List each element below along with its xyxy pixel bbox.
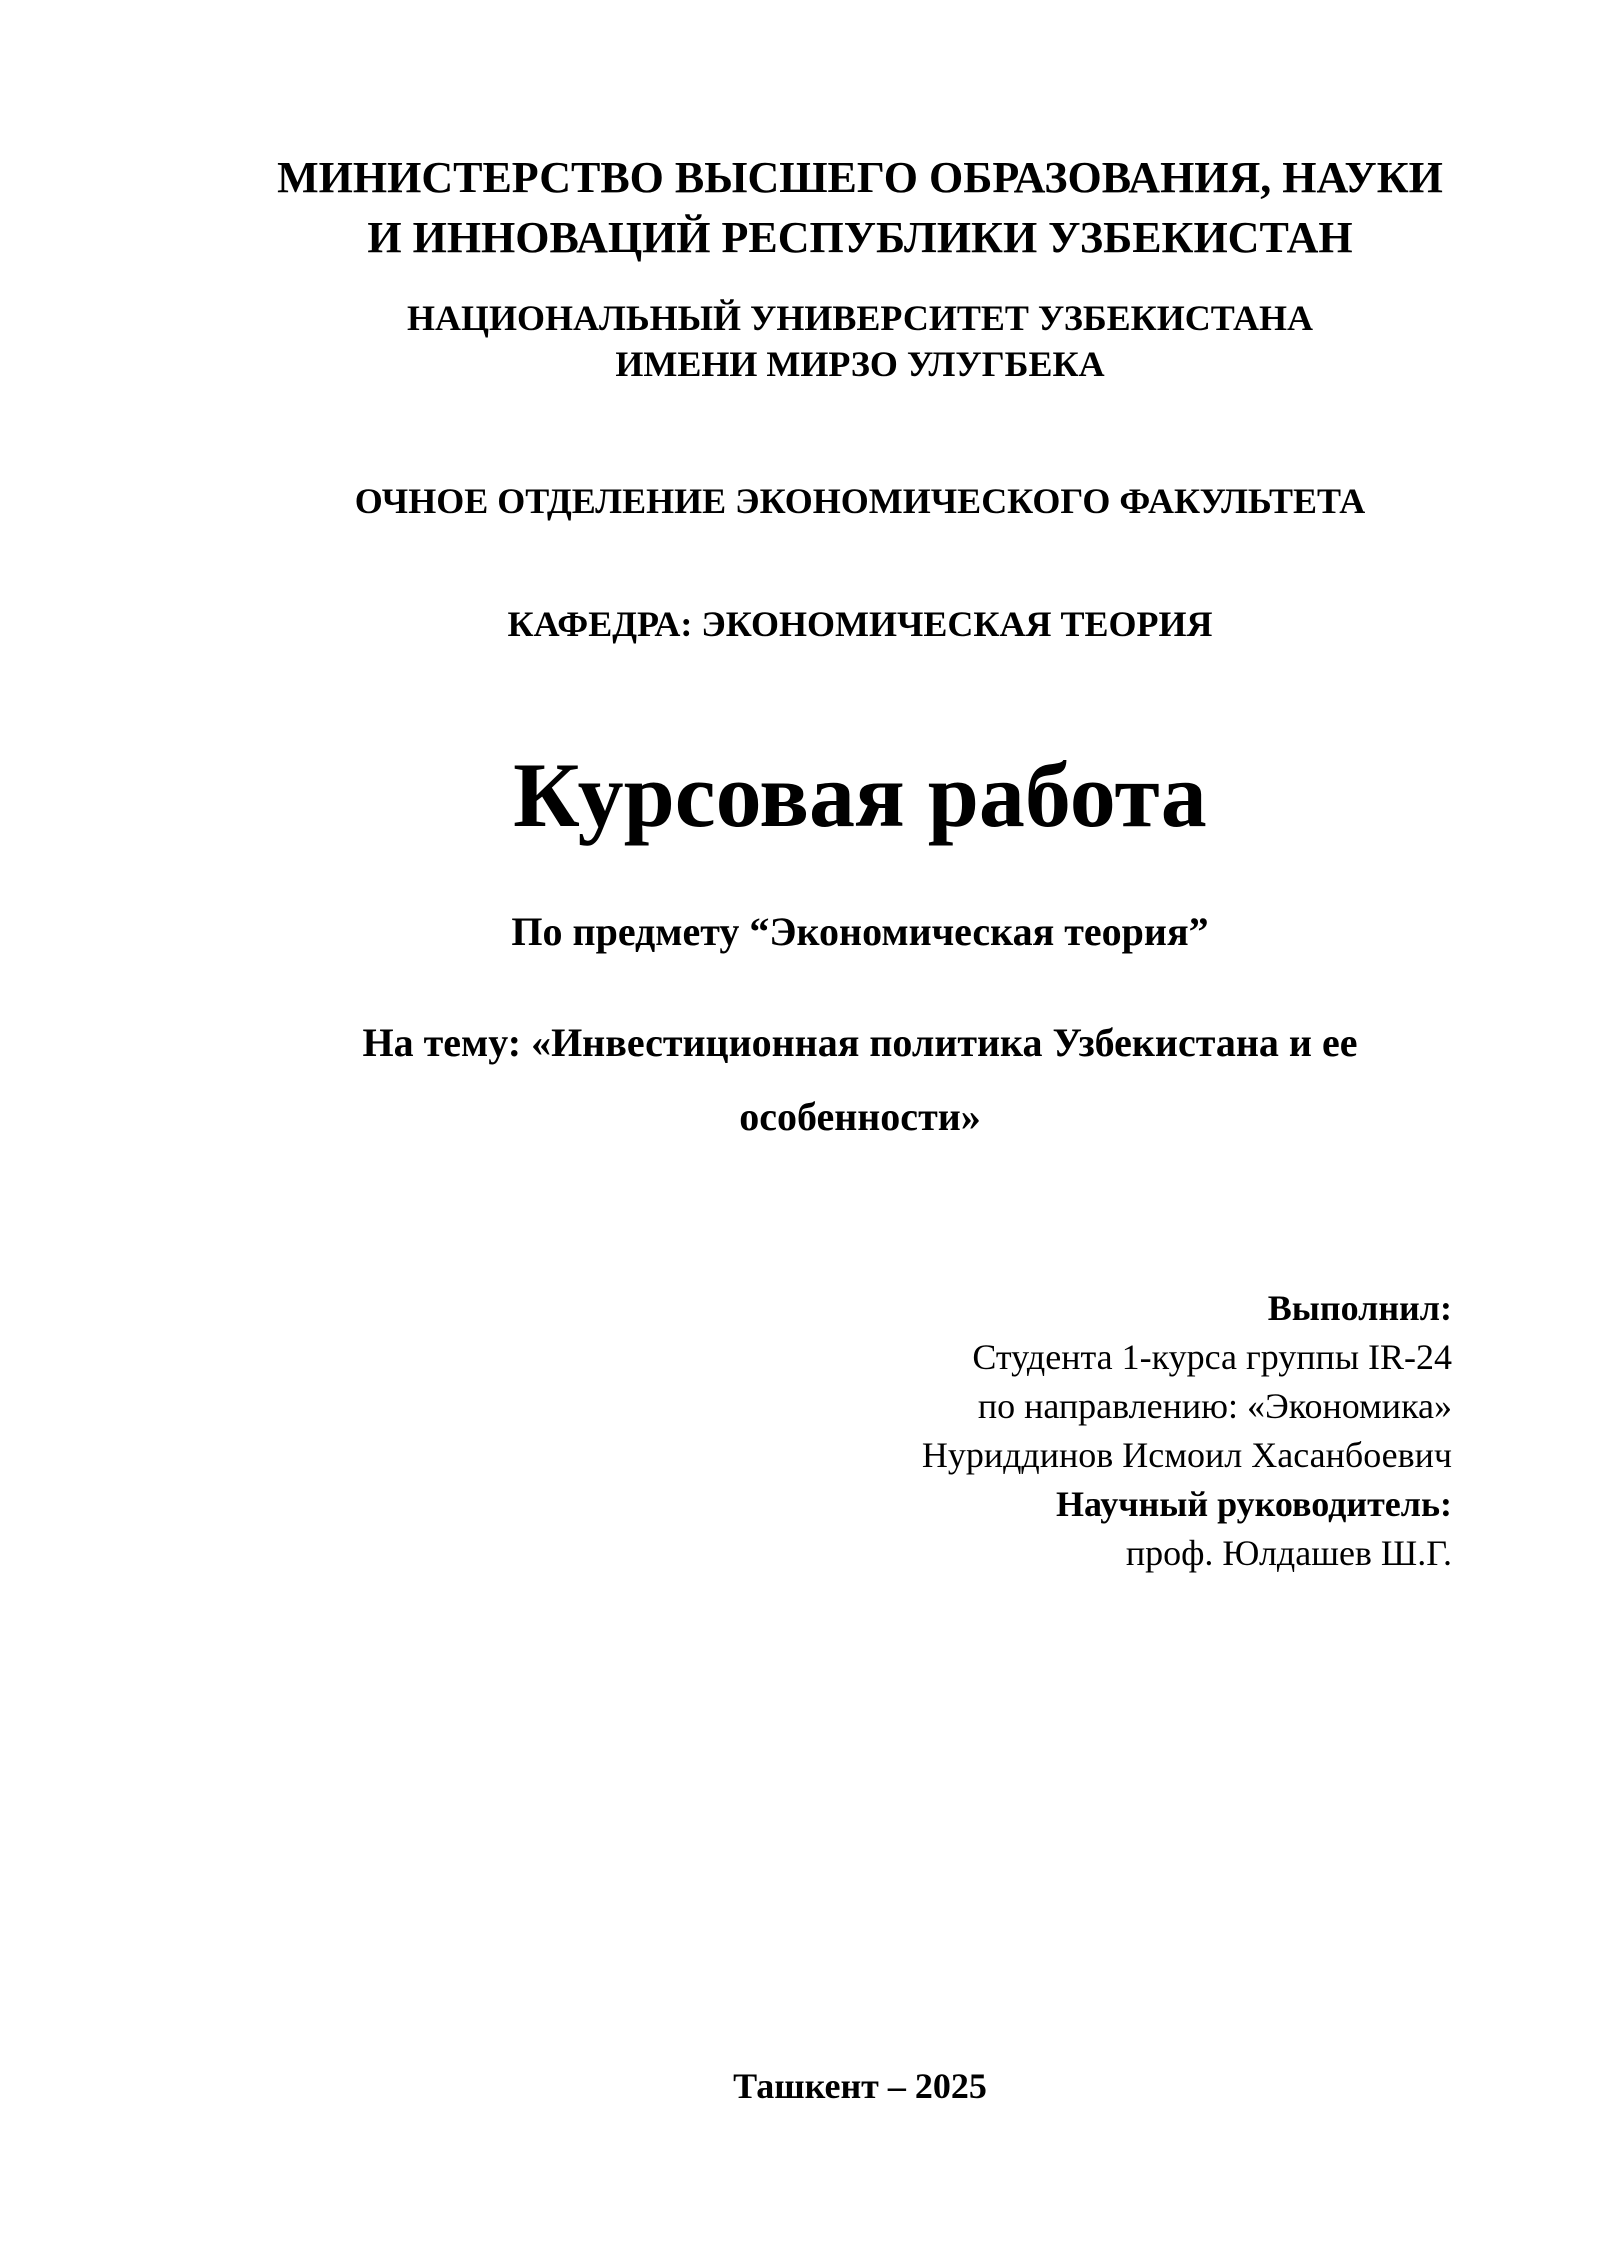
student-name: Нуриддинов Исмоил Хасанбоевич <box>921 1435 1452 1475</box>
student-group: Студента 1-курса группы IR-24 <box>972 1337 1452 1377</box>
author-block <box>552 1284 1452 1578</box>
student-direction: по направлению: «Экономика» <box>977 1386 1452 1426</box>
city-year: Ташкент – 2025 <box>733 2066 987 2106</box>
university-line-2: ИМЕНИ МИРЗО УЛУГБЕКА <box>615 344 1105 384</box>
department-heading: КАФЕДРА: ЭКОНОМИЧЕСКАЯ ТЕОРИЯ <box>507 604 1213 644</box>
subject-line: По предмету “Экономическая теория” <box>511 909 1209 954</box>
supervisor-name: проф. Юлдашев Ш.Г. <box>1125 1533 1452 1573</box>
theme-heading <box>250 1006 1470 1154</box>
document-title: Курсовая работа <box>513 744 1207 846</box>
theme-line-1: На тему: «Инвестиционная политика Узбекистана и ее <box>362 1020 1358 1065</box>
university-line-1: НАЦИОНАЛЬНЫЙ УНИВЕРСИТЕТ УЗБЕКИСТАНА <box>407 298 1313 338</box>
ministry-line-1: МИНИСТЕРСТВО ВЫСШЕГО ОБРАЗОВАНИЯ, НАУКИ <box>277 153 1443 202</box>
theme-line-2: особенности» <box>739 1094 981 1139</box>
ministry-heading <box>250 148 1470 268</box>
faculty-heading: ОЧНОЕ ОТДЕЛЕНИЕ ЭКОНОМИЧЕСКОГО ФАКУЛЬТЕТА <box>354 481 1366 521</box>
performed-label: Выполнил: <box>1267 1288 1452 1328</box>
supervisor-label: Научный руководитель: <box>1056 1484 1452 1524</box>
ministry-line-2: И ИННОВАЦИЙ РЕСПУБЛИКИ УЗБЕКИСТАН <box>367 213 1353 262</box>
university-heading <box>250 295 1470 387</box>
